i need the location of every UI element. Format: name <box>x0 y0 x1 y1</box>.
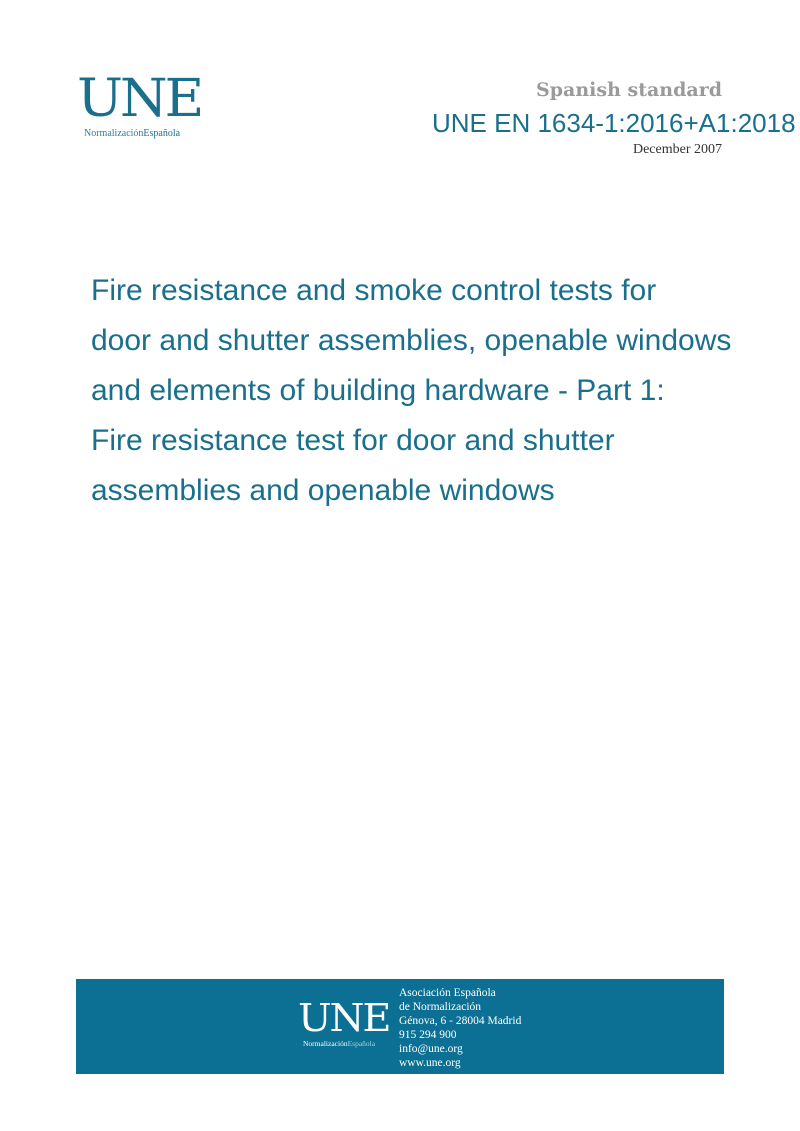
title-line: and elements of building hardware - Part 1: <box>91 374 665 407</box>
footer-une-logo <box>298 996 390 1048</box>
standard-code: UNE EN 1634-1:2016+A1:2018 <box>432 108 796 138</box>
title-line: Fire resistance and smoke control tests for <box>91 274 657 307</box>
org-name-line2: de Normalización <box>399 1001 482 1013</box>
org-address: Génova, 6 - 28004 Madrid <box>399 1015 522 1027</box>
footer-band <box>76 979 724 1074</box>
title-line: door and shutter assemblies, openable windows <box>91 324 732 357</box>
document-title <box>91 266 791 516</box>
standard-label: Spanish standard <box>536 79 722 101</box>
logo-tagline-part2: Española <box>143 128 181 139</box>
org-name-line1: Asociación Española <box>399 987 496 999</box>
footer-logo-wordmark: UNE <box>298 996 390 1040</box>
footer-logo-tagline <box>303 1039 388 1048</box>
publication-date: December 2007 <box>632 142 722 157</box>
org-website: www.une.org <box>399 1057 461 1069</box>
footer-logo-tagline-part2: Española <box>347 1039 376 1048</box>
une-logo <box>77 69 202 139</box>
org-phone: 915 294 900 <box>399 1029 457 1041</box>
title-line: Fire resistance test for door and shutter <box>91 424 615 457</box>
logo-wordmark: UNE <box>77 69 202 129</box>
logo-tagline-part1: Normalización <box>84 128 144 139</box>
title-line: assemblies and openable windows <box>91 474 555 507</box>
logo-tagline <box>84 128 197 139</box>
org-email: info@une.org <box>399 1043 463 1055</box>
organization-info <box>399 986 521 1070</box>
footer-logo-tagline-part1: Normalización <box>303 1039 348 1048</box>
